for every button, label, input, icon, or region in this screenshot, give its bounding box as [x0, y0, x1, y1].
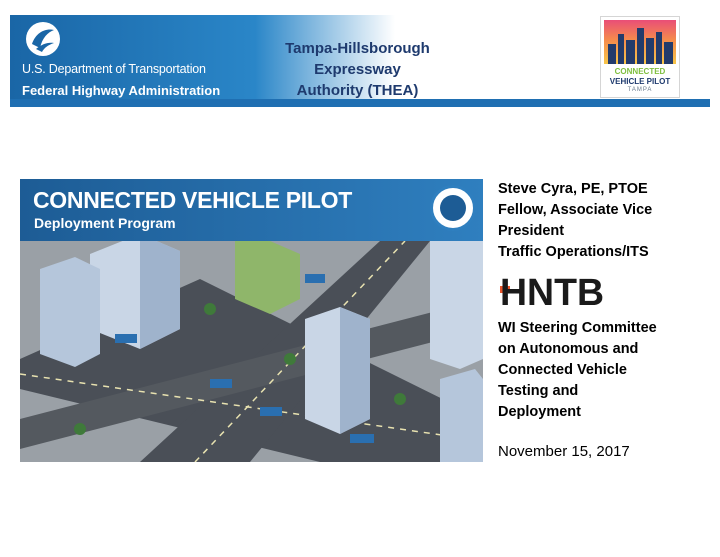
hntb-logo: [498, 273, 608, 307]
cv-pilot-tampa-logo: [600, 16, 680, 98]
pilot-logo-line-1: CONNECTED: [614, 67, 666, 76]
agency-subname: Federal Highway Administration: [22, 83, 221, 98]
illustration-subtitle: Deployment Program: [34, 215, 176, 231]
illustration-header: [20, 179, 483, 241]
skyline-icon: [604, 20, 676, 64]
vehicle-badge-icon: [430, 185, 476, 231]
pilot-logo-line-2: VEHICLE PILOT: [609, 77, 671, 86]
committee-line-5: Deployment: [498, 404, 581, 420]
title-line-2: Authority (THEA): [296, 82, 419, 99]
presenter-role-2: President: [498, 223, 565, 239]
presentation-date: November 15, 2017: [498, 443, 630, 460]
committee-line-4: Testing and: [498, 383, 579, 399]
committee-info: [498, 318, 708, 423]
committee-line-1: WI Steering Committee: [498, 320, 657, 336]
cv-pilot-illustration: [20, 179, 483, 462]
presenter-info: [498, 179, 708, 263]
committee-line-3: Connected Vehicle: [498, 362, 627, 378]
pilot-logo-line-3: TAMPA: [627, 87, 653, 93]
agency-name: U.S. Department of Transportation: [22, 62, 206, 76]
presenter-department: Traffic Operations/ITS: [498, 244, 649, 260]
presenter-role-1: Fellow, Associate Vice: [498, 202, 653, 218]
committee-line-2: on Autonomous and: [498, 341, 639, 357]
presenter-name: Steve Cyra, PE, PTOE: [498, 181, 648, 197]
title-line-1: Tampa-Hillsborough Expressway: [285, 40, 430, 78]
hntb-logo-text: HNTB: [500, 273, 604, 307]
illustration-title: CONNECTED VEHICLE PILOT: [33, 187, 352, 213]
usdot-logo-icon: [26, 22, 60, 56]
page-title: [240, 38, 475, 101]
